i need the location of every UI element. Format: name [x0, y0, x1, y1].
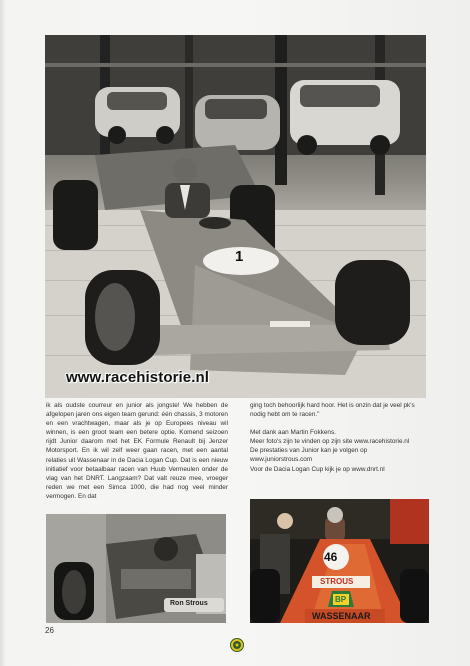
- lotus-logo-icon: [230, 638, 244, 652]
- main-photo-formula-car-showroom: [45, 35, 426, 398]
- main-photo-illustration: [45, 35, 426, 398]
- watermark-url: www.racehistorie.nl: [66, 369, 210, 386]
- orange-car-sponsor: STROUS: [320, 577, 354, 586]
- photo-orange-race-car: [250, 499, 429, 623]
- article-photos-link: Meer foto's zijn te vinden op zijn site www.racehistorie.nl: [250, 438, 410, 446]
- article-credits: Met dank aan Martin Fokkens.: [250, 429, 336, 437]
- orange-car-fuel-logo: BP: [335, 595, 347, 604]
- article-follow-line: De prestaties van Junior kan je volgen op: [250, 447, 368, 455]
- article-dacia-line: Voor de Dacia Logan Cup kijk je op www.dnrt.nl: [250, 465, 385, 473]
- small-car-sponsor-text: Ron Strous: [170, 600, 208, 607]
- photo-orange-race-car-illustration: [250, 499, 429, 623]
- main-car-number: 1: [235, 248, 244, 265]
- article-junior-site: www.juniorstrous.com: [250, 456, 313, 464]
- photo-car-detail: [46, 514, 226, 623]
- orange-car-nose-text: WASSENAAR: [312, 611, 371, 621]
- page-number: 26: [45, 626, 54, 635]
- article-right-intro: ging toch behoorlijk hard hoor. Het is onzin dat je veel pk's nodig hebt om te racen.": [250, 402, 415, 419]
- article-right-column: [250, 401, 430, 474]
- orange-car-number: 46: [324, 550, 338, 564]
- article-left-paragraph: ik als oudste courreur en junior als jongste! We hebben de afgelopen jaren ons eigen team gerund: één chassis, 3 motoren en een vrachtwagen, maar als je op Europees niveau wil winnen, is een groot team een betere optie. Komend seizoen rijdt Junior daarom met het EK Formule Renault bij Jenzer Motorsport. En ik wil zelf weer gaan racen, met een aantal relaties uit Wassenaar in de Dacia Logan Cup. Dat is een nieuw initiatief voor betaalbaar racen van Huub Vermeulen onder de vlag van het DNRT. Langzaam? Dat valt reuze mee, vroeger reden we met een Simca 1000, die had nog veel minder vermogen. En dat: [46, 402, 228, 500]
- article-left-column: [46, 401, 228, 501]
